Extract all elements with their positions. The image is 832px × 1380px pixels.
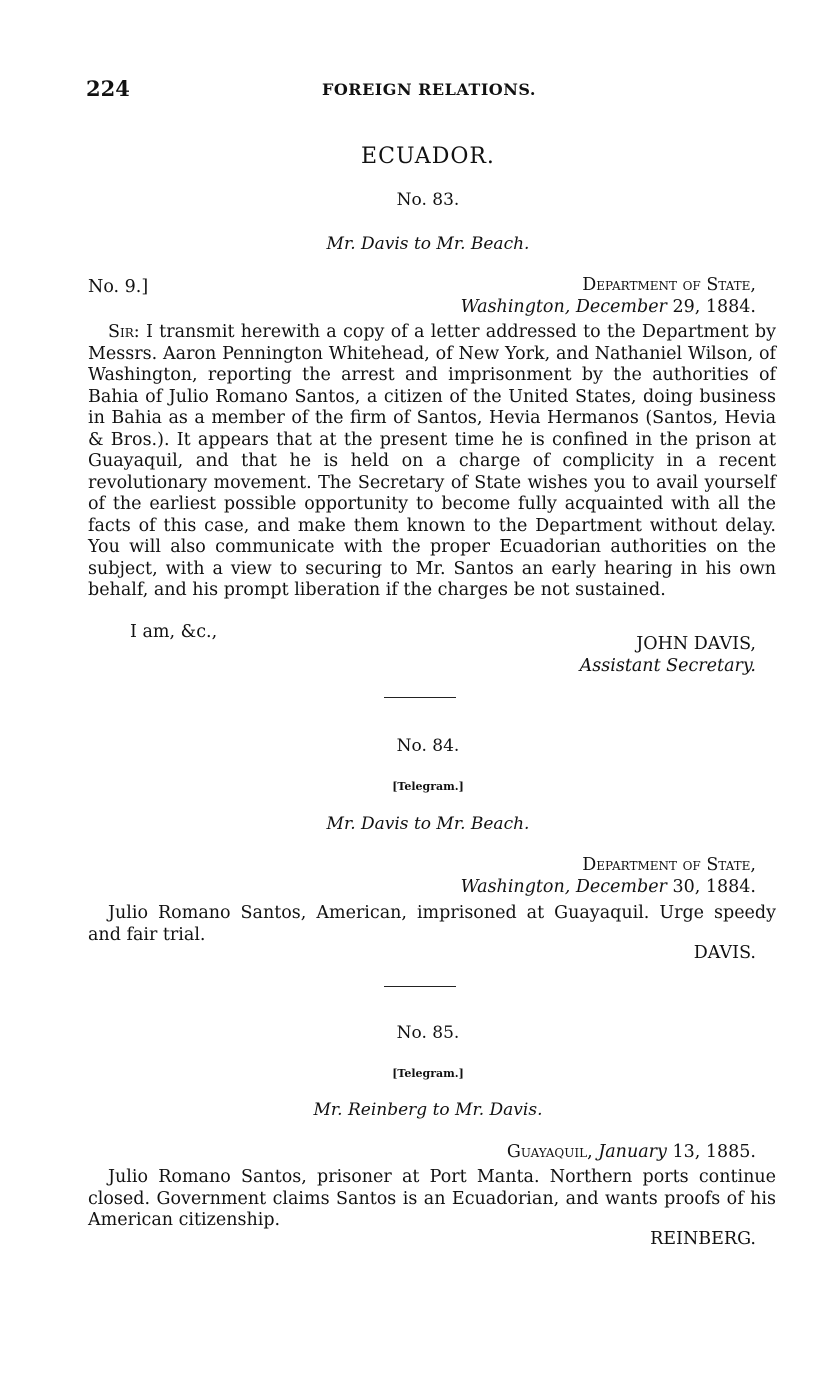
separator-rule [384,697,456,698]
doc85-date-month: January [598,1142,667,1162]
doc85-date-day: 13, 1885. [672,1142,756,1162]
doc85-body-text: Julio Romano Santos, prisoner at Port Manta. Northern ports continue closed. Government claims Santos is an Ecuadorian, and wants proofs of his American citizenship. [88,1167,776,1230]
doc84-body [88,903,776,946]
doc83-reference: No. 9.] [88,277,149,297]
doc83-dateline-date [461,297,756,317]
page-number: 224 [86,76,130,101]
running-head: FOREIGN RELATIONS. [322,80,536,99]
doc84-dateline-office: Department of State, [582,855,756,875]
doc83-signature: JOHN DAVIS, [636,634,756,654]
doc83-salutation: Sir: [108,322,140,342]
doc84-number: No. 84. [396,736,460,756]
doc85-signature: REINBERG. [650,1229,756,1249]
doc83-signature-title: Assistant Secretary. [579,656,756,676]
section-title: ECUADOR. [361,144,495,169]
doc83-number: No. 83. [396,190,460,210]
doc83-body [88,322,776,602]
doc85-place: Guayaquil, [506,1142,593,1162]
doc84-date-day: 30, 1884. [672,877,756,897]
doc83-dateline-office: Department of State, [582,275,756,295]
doc84-body-text: Julio Romano Santos, American, imprisoned at Guayaquil. Urge speedy and fair trial. [88,903,776,945]
doc83-closing: I am, &c., [130,622,218,642]
doc85-number: No. 85. [396,1023,460,1043]
separator-rule [384,986,456,987]
doc84-date-place: Washington, December [460,877,667,897]
doc84-heading: Mr. Davis to Mr. Beach. [326,814,530,834]
doc85-heading: Mr. Reinberg to Mr. Davis. [313,1100,543,1120]
doc83-date-day: 29, 1884. [672,297,756,317]
doc85-dateline [507,1142,756,1162]
doc84-signature: DAVIS. [693,943,756,963]
doc85-body [88,1167,776,1232]
doc84-telegram-note: [Telegram.] [392,780,464,793]
doc85-telegram-note: [Telegram.] [392,1067,464,1080]
doc83-date-place: Washington, December [460,297,667,317]
doc83-body-text: I transmit herewith a copy of a letter addressed to the Department by Messrs. Aaron Pennington Whitehead, of New York, and Nathaniel Wilson, of Washington, reporting the arrest and imprisonment by the authorities of Bahia of Julio Romano Santos, a citizen of the United States, doing business in Bahia as a member of the firm of Santos, Hevia Hermanos (Santos, Hevia & Bros.). It appears that at the present time he is confined in the prison at Guayaquil, and that he is held on a charge of complicity in a recent revolutionary movement. The Secretary of State wishes you to avail yourself of the earliest possible opportunity to become fully acquainted with all the facts of this case, and make them known to the Department without delay. You will also communicate with the proper Ecuadorian authorities on the subject, with a view to securing to Mr. Santos an early hearing in his own behalf, and his prompt liberation if the charges be not sustained. [88,322,776,600]
doc83-heading: Mr. Davis to Mr. Beach. [326,234,530,254]
doc84-dateline-date [461,877,756,897]
